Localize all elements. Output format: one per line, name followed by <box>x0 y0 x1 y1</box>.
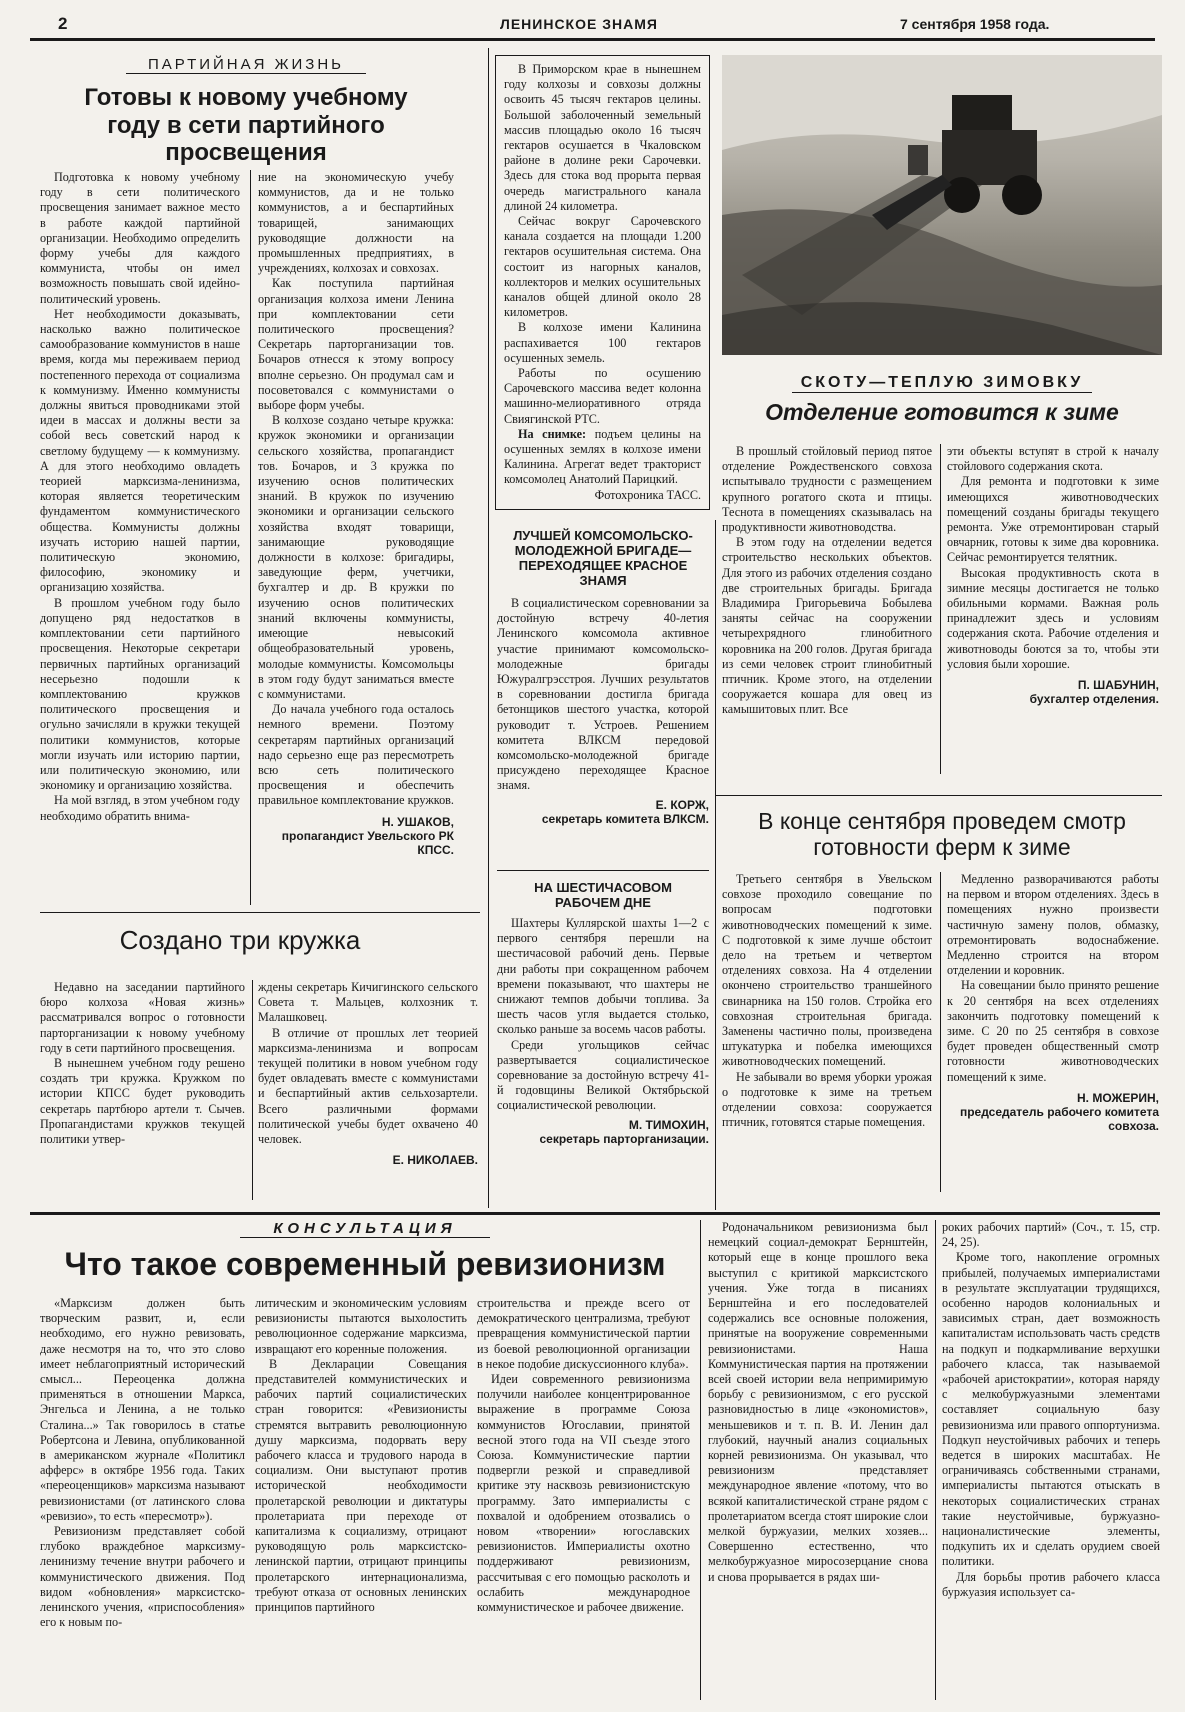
paragraph: строительства и прежде всего от демократического централизма, требуют превращения коммунистической партии из боевой революционной организации в некое подобие дискуссионного клуба». <box>477 1296 690 1371</box>
section-kicker: СКОТУ—ТЕПЛУЮ ЗИМОВКУ <box>792 374 1092 393</box>
consult-col-5 <box>942 1220 1160 1600</box>
paragraph: В колхозе имени Калинина распахивается 100 гектаров осушенных земель. <box>504 320 701 365</box>
paragraph: Шахтеры Куллярской шахты 1—2 с первого сентября перешли на шестичасовой рабочий день. Первые дни работы при сокращенном рабочем времени показывают, что шахтеры не снижают темпов добычи топлива. За шесть часов угля выдается столько, сколько раньше за восемь часов работы. <box>497 916 709 1037</box>
paragraph: Не забывали во время уборки урожая о подготовке к зиме на третьем отделении совхоза: сооружается птичник, готовятся старые помещения. <box>722 1069 932 1130</box>
paragraph: В прошлом учебном году было допущено ряд недостатков в комплектовании сети партийного просвещения. Некоторые секретари первичных партийных организаций несерьезно подошли к комплектованию кружков политического просвещения и огульно зачисляли в кружки текущей политики коммунистов, которые могли изучать или историю партии, или политическую экономию, или экономику и организацию хозяйства. <box>40 595 240 793</box>
circles-col-2 <box>258 980 478 1167</box>
consult-col-1 <box>40 1296 245 1630</box>
caption-label: На снимке: <box>518 426 587 441</box>
photo-credit: Фотохроника ТАСС. <box>594 487 701 502</box>
byline <box>258 815 454 857</box>
article-headline: Готовы к новому учебному году в сети партийного просвещения <box>84 84 408 167</box>
author-name: П. ШАБУНИН, <box>1077 678 1159 693</box>
author-role: бухгалтер отделения. <box>1029 692 1159 707</box>
tass-box <box>495 55 710 510</box>
paragraph: В Декларации Совещания представителей коммунистических и рабочих партий социалистических стран говорится: «Ревизионисты стремятся вытравить революционную душу марксизма, подорвать веру рабочего класса и трудового народа в социализм. Они выступают против исторической необходимости пролетарской революции и диктатуры пролетариата при переходе от капитализма к социализму, отрицают руководящую роль марксистско-ленинской партии, отрицают принципы пролетарского интернационализма, требуют отказа от основных ленинских принципов партийного <box>255 1356 467 1615</box>
article-headline: НА ШЕСТИЧАСОВОМ РАБОЧЕМ ДНЕ <box>534 880 672 910</box>
consult-col-4 <box>708 1220 928 1585</box>
paragraph: эти объекты вступят в строй к началу стойлового содержания скота. <box>947 444 1159 474</box>
tass-text <box>504 62 701 503</box>
paragraph: Для борьбы против рабочего класса буржуазия использует са- <box>942 1569 1160 1599</box>
issue-date: 7 сентября 1958 года. <box>900 16 1050 32</box>
cattle-col-2 <box>947 444 1159 706</box>
consult-kicker-wrap <box>40 1220 690 1238</box>
paragraph: Работы по осушению Сарочевского массива ведет колонна машинно-мелиоративного отряда Свиягинской РТС. <box>504 366 701 426</box>
consult-col-3 <box>477 1296 690 1615</box>
article-headline: В конце сентября проведем смотр готовности ферм к зиме <box>758 808 1126 861</box>
article-headline: Что такое современный ревизионизм <box>64 1246 666 1282</box>
article-headline: ЛУЧШЕЙ КОМСОМОЛЬСКО-МОЛОДЕЖНОЙ БРИГАДЕ— ПЕРЕХОДЯЩЕЕ КРАСНОЕ ЗНАМЯ <box>513 528 693 588</box>
sixhour-article <box>497 880 709 1146</box>
column-rule <box>935 1220 936 1700</box>
sixhour-text <box>497 916 709 1114</box>
cattle-col-1 <box>722 444 932 718</box>
paragraph: ждены секретарь Кичигинского сельского Совета т. Мальцев, колхозник т. Малашковец. <box>258 980 478 1025</box>
masthead <box>30 10 1155 38</box>
paragraph: Родоначальником ревизионизма был немецкий социал-демократ Бернштейн, который еще в конце прошлого века выступил с критикой марксистского учения. Уже тогда в писаниях Бернштейна и его последователей содержались все основные положения, принятые на вооружение современными ревизионистами. Наша Коммунистическая партия на протяжении всей своей истории вела непримиримую борьбу с ревизионизмом, с его русской разновидностью в лице «экономистов», меньшевиков и т. п. В. И. Ленин дал глубокий, научный анализ социальных корней ревизионизма. Он указывал, что ревизионизм представляет международное явление «потому, что во всякой капиталистической стране рядом с пролетариатом всегда стоят широкие слои мелкой буржуазии, мелких хозяев... Совершенно естественно, что мелкобуржуазное миросозерцание снова и снова прорывается в рядах ши- <box>708 1220 928 1584</box>
cattle-article <box>722 368 1162 425</box>
paragraph: Подготовка к новому учебному году в сети политического просвещения занимает важное место в работе каждой партийной организации. Необходимо определить форму учебы для каждого коммуниста, чтобы он имел возможность повышать свой идейно-политический уровень. <box>40 170 240 306</box>
author-name: Е. НИКОЛАЕВ. <box>392 1153 478 1168</box>
banner-article <box>497 528 709 826</box>
consult-col-2 <box>255 1296 467 1615</box>
author-name: Н. УШАКОВ, <box>381 814 454 829</box>
circles-col-1 <box>40 980 245 1147</box>
author-name: М. ТИМОХИН, <box>628 1117 709 1132</box>
paragraph: Нет необходимости доказывать, насколько важно политическое самообразование коммунистов в наше время, когда мы переживаем период постепенного перехода от социализма к коммунизму. Именно коммунисты должны явиться проводниками этой идеи в массах и должны вести за собой весь советский народ к светлому будущему — к коммунизму. А для этого необходимо овладеть теорией марксизма-ленинизма, которая является теоретическим фундаментом коммунистического общества. Коммунисты должны изучать историю нашей партии, политическую экономию, философию, экономику и организацию хозяйства. <box>40 306 240 595</box>
section-rule <box>497 870 709 871</box>
article-headline: Создано три кружка <box>119 925 361 955</box>
caption-text: подъем целины на осушенных землях в колхозе имени Калинина. Агрегат ведет тракторист комсомолец Анатолий Парицкий. <box>504 426 702 487</box>
masthead-rule <box>30 38 1155 41</box>
section-rule <box>30 1212 1160 1215</box>
column-rule <box>940 444 941 774</box>
paragraph: Сейчас вокруг Сарочевского канала создается на площади 1.200 гектаров осушительная система. Она состоит из нагорных каналов, коллекторов и мелких осушительных каналов общей длиной около 28 километров. <box>504 214 701 320</box>
column-rule <box>252 980 253 1200</box>
tractor-photo <box>722 55 1162 355</box>
paragraph: Высокая продуктивность скота в зимние месяцы достигается не только обильными кормами. Важная роль принадлежит здесь и условиям содержания скота. Рабочие отделения и животноводы боются за то, чтобы эти условия были хорошие. <box>947 565 1159 671</box>
paragraph: роких рабочих партий» (Соч., т. 15, стр. 24, 25). <box>942 1220 1160 1250</box>
review-col-1 <box>722 872 932 1130</box>
paragraph: Как поступила партийная организация колхоза имени Ленина при комплектовании сети политического просвещения? Секретарь парторганизации тов. Бочаров отнесся к этому вопросу вполне серьезно. Он продумал сам и посоветовался с коммунистами о выборе форм учебы. <box>258 276 454 413</box>
paragraph: Идеи современного ревизионизма получили наиболее концентрированное выражение в программе Союза коммунистов Югославии, принятой весной этого года на VII съезде этого Союза. Коммунистические партии подвергли резкой и справедливой критике эту насквозь ревизионистскую программу. Зато империалисты с похвалой и одобрением отозвались о новом «творении» югославских ревизионистов. Империалисты охотно поддерживают ревизионизм, рассчитывая с его помощью расколоть и ослабить международное коммунистическое и рабочее движение. <box>477 1372 690 1615</box>
party-life-article <box>40 48 452 167</box>
author-name: Н. МОЖЕРИН, <box>1077 1090 1159 1105</box>
author-role: пропагандист Увельского РК КПСС. <box>281 828 454 857</box>
paragraph: Третьего сентября в Увельском совхозе проходило совещание по вопросам подготовки животноводческих помещений к зиме. С подготовкой к зиме лучше обстоит дело на третьем и четвертом отделениях совхоза. На 4 отделении окончено строительство траншейного свинарника на 150 голов. Стройка его совхозная строительная бригада. Заменены частично полы, произведена штукатурка и побелка имеющихся животноводческих помещений. <box>722 872 932 1069</box>
paragraph: ние на экономическую учебу коммунистов, да и не только коммунистов, а и беспартийных товарищей, занимающих руководящие должности на промышленных предприятиях, в учреждениях, колхозах и совхозах. <box>258 170 454 276</box>
paragraph: В Приморском крае в нынешнем году колхозы и совхозы должны освоить 45 тысяч гектаров целины. Большой заболоченный земельный массив площадью около 16 тысяч гектаров осушается в Чкаловском районе в долине реки Сарочевки. Здесь для стока вод прорыта первая очередь магистрального канала длиной 24 километра. <box>504 62 701 213</box>
paragraph: В колхозе создано четыре кружка: кружок экономики и организации сельского хозяйства, пропагандист тов. Бочаров, и 3 кружка по изучению основ политических знаний. В кружок по изучению экономики и организации сельского хозяйства входят товарищи, занимающие руководящие должности в колхозе: бригадиры, заведующие ферм, учетчики, бухгалтер и др. В кружки по изучению основ политических знаний включены коммунисты, имеющие невысокий общеобразовательный уровень, молодые коммунисты. Комсомольцы в этом году будут заниматься вместе с коммунистами. <box>258 413 454 701</box>
paragraph: литическим и экономическим условиям ревизионисты пытаются выхолостить революционное содержание марксизма, извращают его коренные положения. <box>255 1296 467 1356</box>
paragraph: На совещании было принято решение к 20 сентября на всех отделениях закончить подготовку помещений к зиме. С 20 по 25 сентября в совхозе будет проведен общественный смотр готовности животноводческих помещений к зиме. <box>947 978 1159 1084</box>
section-kicker: КОНСУЛЬТАЦИЯ <box>240 1220 490 1238</box>
author-name: Е. КОРЖ, <box>655 797 709 812</box>
paragraph: В прошлый стойловый период пятое отделение Рождественского совхоза испытывало трудности с размещением крупного рогатого скота и птицы. Теснота в помещениях сказывалась на продуктивности животноводства. <box>722 444 932 535</box>
author-role: секретарь парторганизации. <box>539 1131 709 1146</box>
tractor-photo-image <box>722 55 1162 355</box>
paragraph: Недавно на заседании партийного бюро колхоза «Новая жизнь» рассматривался вопрос о готовности парторганизации к новому учебному году в сети партийного просвещения. <box>40 980 245 1055</box>
byline <box>497 1118 709 1146</box>
paragraph: Кроме того, накопление огромных прибылей, получаемых империалистами в результате эксплуатации трудящихся, особенно народов колониальных и зависимых стран, дает возможность капиталистам использовать часть средств на подкуп и подкармливание верхушки рабочего класса, так называемой «рабочей аристократии», которая наряду с мелкобуржуазными элементами составляет социальную базу ревизионизма или правого оппортунизма. Подкуп неустойчивых рабочих и теперь ведется в широких масштабах. Не ограничиваясь собственными странами, империалисты пытаются отыскать в некоторых социалистических странах такие неустойчивые, буржуазно-националистические элементы, подкупить их и сделать орудием своей политики. <box>942 1250 1160 1569</box>
party-col-1 <box>40 170 240 824</box>
paragraph: В этом году на отделении ведется строительство нескольких объектов. Для этого из рабочих отделения создано две строительных бригады. Бригада Владимира Григорьевича Бобылева заняты сейчас на сооружении четырехрядного глинобитного коровника на 200 голов. Другая бригада из семи человек строит глинобитный птичник. Кроме этого, на отделении сооружается кошара для овец из камышитовых плит. Все <box>722 535 932 717</box>
paragraph: В отличие от прошлых лет теорией марксизма-ленинизма и вопросам текущей политики в новом учебном году будет овладевать вместе с коммунистами и беспартийный актив сельхозартели. Всего различными формами политической учебы будет охвачено 40 человек. <box>258 1025 478 1147</box>
byline <box>947 678 1159 706</box>
paragraph: В нынешнем учебном году решено создать три кружка. Кружком по истории КПСС будет руководить секретарь партбюро артели т. Сычев. Пропагандистами кружков текущей политики утвер- <box>40 1056 245 1147</box>
section-rule <box>40 912 480 913</box>
byline <box>947 1091 1159 1133</box>
review-col-2 <box>947 872 1159 1133</box>
paragraph: На мой взгляд, в этом учебном году необходимо обратить внима- <box>40 793 240 823</box>
newspaper-title: ЛЕНИНСКОЕ ЗНАМЯ <box>500 16 658 32</box>
party-col-2 <box>258 170 454 857</box>
paragraph: Среди угольщиков сейчас развертывается социалистическое соревнование за достойную встречу 41-й годовщины Великой Октябрьской социалистической революции. <box>497 1037 709 1113</box>
author-role: председатель рабочего комитета совхоза. <box>959 1104 1159 1133</box>
paragraph: В социалистическом соревновании за достойную встречу 40-летия Ленинского комсомола активное участие принимают комсомольско-молодежные бригады Южуралгрэсстроя. Лучших результатов в соревновании достигла бригада бетонщиков шестого участка, которой руководит т. Устроев. Решением комитета ВЛКСМ передовой комсомольско-молодежной бригаде присуждено переходящее Красное знамя. <box>497 596 709 793</box>
author-role: секретарь комитета ВЛКСМ. <box>541 811 709 826</box>
section-kicker: ПАРТИЙНАЯ ЖИЗНЬ <box>126 56 366 74</box>
page-number: 2 <box>58 14 68 33</box>
paragraph: Медленно разворачиваются работы на первом и втором отделениях. Здесь в помещениях нужно произвести частичную замену полов, обмазку, отремонтировать водоснабжение. Медленно строится на втором отделении и коровник. <box>947 872 1159 978</box>
banner-text <box>497 596 709 794</box>
column-rule <box>940 872 941 1192</box>
section-rule <box>715 795 1162 796</box>
column-rule <box>715 520 716 1210</box>
column-rule <box>250 170 251 905</box>
paragraph: Ревизионизм представляет собой глубоко враждебное марксизму-ленинизму течение внутри рабочего и коммунистического движения. Под видом «обновления» марксистско-ленинского учения, «приспособления» его к новым по- <box>40 1524 245 1630</box>
paragraph: «Марксизм должен быть творческим развит, и, если необходимо, его нужно ревизовать, даже несмотря на то, что это слово имеет неблагоприятный исторический смысл... Переоценка должна применяться в отношении Маркса, Энгельса и Ленина, а не только Сталина...» Так говорилось в статье Робертсона и Левина, опубликованной в американском журнале «Политикл афферс» в октябре 1956 года. Таких «переоценщиков» марксизма называют ревизионистами (от латинского слова «ревизио», то есть «пересмотр»). <box>40 1296 245 1523</box>
photo-caption <box>504 427 701 488</box>
article-headline: Отделение готовится к зиме <box>765 399 1119 425</box>
byline <box>497 798 709 826</box>
column-rule <box>700 1220 701 1700</box>
column-rule <box>488 48 489 1208</box>
paragraph: До начала учебного года осталось немного времени. Поэтому секретарям партийных организаций надо серьезно еще раз пересмотреть всю сеть политического просвещения и обеспечить правильное комплектование кружков. <box>258 702 454 808</box>
paragraph: Для ремонта и подготовки к зиме имеющихся животноводческих помещений созданы бригады текущего ремонта. Уже отремонтирован старый овчарник, готовы к зиме два коровника. Сейчас ремонтируется телятник. <box>947 474 1159 565</box>
